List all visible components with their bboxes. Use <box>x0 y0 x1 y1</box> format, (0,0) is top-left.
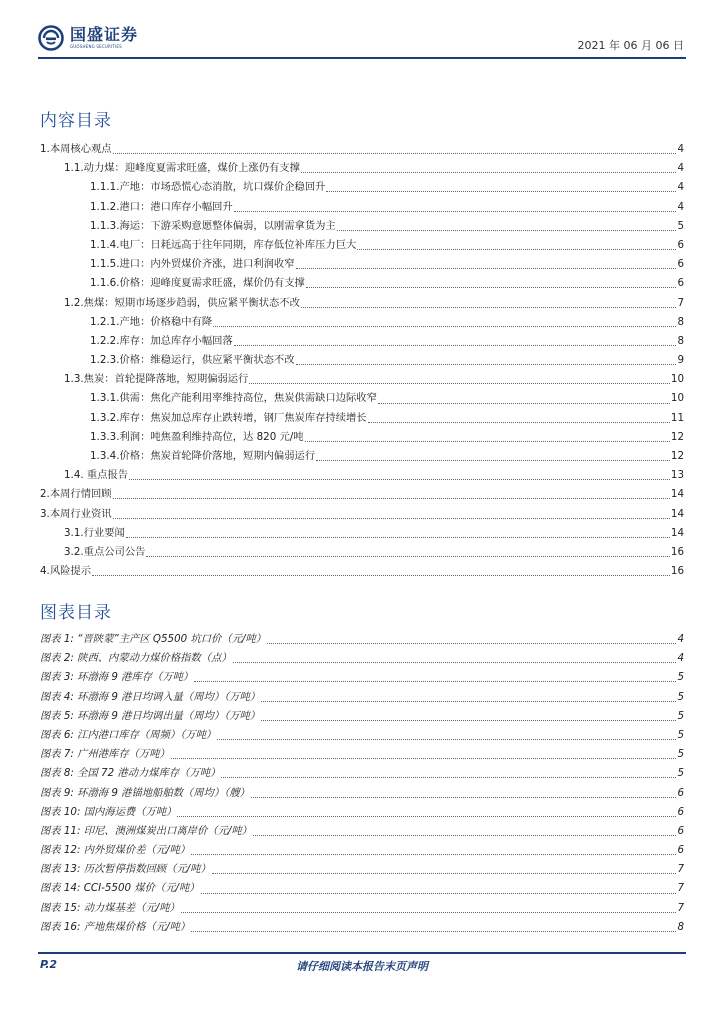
figure-entry[interactable] <box>40 707 684 726</box>
toc-entry[interactable] <box>40 351 684 370</box>
dot-leader <box>213 326 676 327</box>
toc-entry[interactable] <box>40 428 684 447</box>
figure-entry[interactable] <box>40 860 684 879</box>
toc-entry[interactable] <box>40 294 684 313</box>
figure-entry[interactable] <box>40 668 684 687</box>
figure-entry-page: 6 <box>677 844 684 857</box>
dot-leader <box>221 777 676 778</box>
dot-leader <box>301 172 677 173</box>
figure-entry-page: 5 <box>677 748 684 761</box>
toc-entry-page: 4 <box>677 162 684 175</box>
toc-entry-label: 1.3.2.库存：焦炭加总库存止跌转增，钢厂焦炭库存持续增长 <box>90 411 367 424</box>
toc-entry-page: 10 <box>670 392 684 405</box>
toc-entry[interactable] <box>40 409 684 428</box>
page-header <box>0 0 724 62</box>
footer-divider <box>38 952 686 954</box>
figure-entry[interactable] <box>40 822 684 841</box>
figure-entry-label: 图表 12: 内外贸煤价差（元/吨） <box>40 844 191 857</box>
list-of-figures <box>40 630 684 937</box>
page-number: P.2 <box>40 958 58 971</box>
dot-leader <box>296 364 677 365</box>
figure-entry-page: 5 <box>677 690 684 703</box>
figure-entry[interactable] <box>40 899 684 918</box>
toc-entry-label: 1.3.焦炭：首轮提降落地，短期偏弱运行 <box>64 373 249 386</box>
toc-entry-page: 16 <box>670 545 684 558</box>
figure-entry-label: 图表 8: 全国 72 港动力煤库存（万吨） <box>40 767 221 780</box>
toc-entry-page: 13 <box>670 469 684 482</box>
toc-entry[interactable] <box>40 332 684 351</box>
toc-entry-page: 5 <box>677 219 684 232</box>
toc-entry[interactable] <box>40 255 684 274</box>
dot-leader <box>306 287 677 288</box>
dot-leader <box>357 249 676 250</box>
dot-leader <box>129 479 670 480</box>
dot-leader <box>251 797 677 798</box>
dot-leader <box>301 307 677 308</box>
figure-entry-label: 图表 4: 环渤海 9 港日均调入量（周均）（万吨） <box>40 690 261 703</box>
toc-entry-page: 16 <box>670 565 684 578</box>
toc-entry-page: 6 <box>677 277 684 290</box>
dot-leader <box>234 211 677 212</box>
figure-entry-label: 图表 11: 印尼、澳洲煤炭出口离岸价（元/吨） <box>40 824 252 837</box>
toc-entry-page: 8 <box>677 315 684 328</box>
dot-leader <box>267 643 676 644</box>
figure-entry[interactable] <box>40 879 684 898</box>
figure-entry-label: 图表 3: 环渤海 9 港库存（万吨） <box>40 671 194 684</box>
figure-entry-page: 8 <box>677 920 684 933</box>
toc-entry[interactable] <box>40 543 684 562</box>
dot-leader <box>113 498 670 499</box>
company-logo <box>38 24 138 52</box>
report-date: 2021 年 06 月 06 日 <box>577 39 684 52</box>
dot-leader <box>171 758 677 759</box>
dot-leader <box>177 816 676 817</box>
figure-entry-label: 图表 2: 陕西、内蒙动力煤价格指数（点） <box>40 652 232 665</box>
toc-entry[interactable] <box>40 524 684 543</box>
toc-entry-label: 1.2.2.库存：加总库存小幅回落 <box>90 334 233 347</box>
toc-entry-label: 3.2.重点公司公告 <box>64 545 146 558</box>
toc-entry-label: 1.4. 重点报告 <box>64 469 129 482</box>
figure-entry-label: 图表 6: 江内港口库存（周频）（万吨） <box>40 728 217 741</box>
figure-entry-page: 7 <box>677 882 684 895</box>
figure-entry-label: 图表 16: 产地焦煤价格（元/吨） <box>40 920 191 933</box>
guosheng-logo-icon <box>38 25 64 51</box>
dot-leader <box>233 662 677 663</box>
toc-entry-page: 12 <box>670 430 684 443</box>
dot-leader <box>378 403 670 404</box>
toc-entry-label: 1.2.1.产地：价格稳中有降 <box>90 315 213 328</box>
toc-entry[interactable] <box>40 447 684 466</box>
figure-entry-label: 图表 14: CCI-5500 煤价（元/吨） <box>40 882 200 895</box>
dot-leader <box>201 893 677 894</box>
dot-leader <box>261 701 676 702</box>
figure-entry-label: 图表 1: “晋陕蒙”主产区 Q5500 坑口价（元/吨） <box>40 633 267 645</box>
toc-entry-label: 3.本周行业资讯 <box>40 507 112 520</box>
figure-entry-page: 5 <box>677 671 684 684</box>
toc-entry-label: 1.本周核心观点 <box>40 143 112 155</box>
toc-entry-page: 14 <box>670 488 684 501</box>
figure-entry-label: 图表 15: 动力煤基差（元/吨） <box>40 901 180 914</box>
logo-chinese-name: 国盛证券 <box>70 25 139 44</box>
dot-leader <box>217 739 676 740</box>
dot-leader <box>261 720 676 721</box>
toc-entry[interactable] <box>40 466 684 485</box>
figure-entry[interactable] <box>40 745 684 764</box>
figure-entry[interactable] <box>40 841 684 860</box>
toc-entry[interactable] <box>40 274 684 293</box>
toc-entry-label: 1.1.动力煤：迎峰度夏需求旺盛，煤价上涨仍有支撑 <box>64 162 300 175</box>
toc-entry[interactable] <box>40 217 684 236</box>
toc-entry-page: 8 <box>677 334 684 347</box>
toc-entry-label: 2.本周行情回顾 <box>40 488 112 501</box>
toc-entry-label: 1.1.5.进口：内外贸煤价齐涨，进口利润收窄 <box>90 258 295 271</box>
toc-entry-label: 3.1.行业要闻 <box>64 526 125 539</box>
toc-entry-page: 4 <box>677 200 684 213</box>
dot-leader <box>191 931 676 932</box>
figure-entry[interactable] <box>40 649 684 668</box>
figure-entry-page: 6 <box>677 824 684 837</box>
figure-entry-page: 6 <box>677 786 684 799</box>
toc-entry[interactable] <box>40 198 684 217</box>
figure-list-heading: 图表目录 <box>40 603 112 623</box>
figure-entry-label: 图表 13: 历次暂停指数回顾（元/吨） <box>40 863 211 876</box>
dot-leader <box>296 268 677 269</box>
dot-leader <box>249 383 669 384</box>
toc-entry-page: 11 <box>670 411 684 424</box>
toc-entry-page: 12 <box>670 450 684 462</box>
dot-leader <box>194 681 676 682</box>
dot-leader <box>234 345 677 346</box>
table-of-contents <box>40 140 684 581</box>
figure-entry[interactable] <box>40 630 684 649</box>
toc-entry-label: 1.1.4.电厂：日耗远高于往年同期，库存低位补库压力巨大 <box>90 238 357 251</box>
toc-entry-label: 1.3.3.利润：吨焦盈利维持高位，达 820 元/吨 <box>90 430 304 443</box>
toc-entry-label: 1.1.1.产地：市场恐慌心态消散，坑口煤价企稳回升 <box>90 181 326 194</box>
disclaimer-note: 请仔细阅读本报告末页声明 <box>296 960 428 973</box>
figure-entry-label: 图表 10: 国内海运费（万吨） <box>40 805 177 818</box>
dot-leader <box>337 230 677 231</box>
dot-leader <box>368 422 670 423</box>
toc-entry-label: 4.风险提示 <box>40 565 92 578</box>
figure-entry[interactable] <box>40 726 684 745</box>
toc-entry-page: 14 <box>670 507 684 520</box>
toc-entry-page: 6 <box>677 258 684 271</box>
figure-entry-page: 5 <box>677 709 684 722</box>
figure-entry-page: 4 <box>677 652 684 665</box>
dot-leader <box>146 556 669 557</box>
toc-entry-page: 4 <box>677 181 684 194</box>
dot-leader <box>326 191 676 192</box>
figure-entry[interactable] <box>40 688 684 707</box>
toc-heading: 内容目录 <box>40 111 112 131</box>
figure-entry-label: 图表 5: 环渤海 9 港日均调出量（周均）（万吨） <box>40 709 261 722</box>
figure-entry[interactable] <box>40 784 684 803</box>
toc-entry-label: 1.3.1.供需：焦化产能利用率维持高位，焦炭供需缺口边际收窄 <box>90 392 377 405</box>
figure-entry-page: 6 <box>677 805 684 818</box>
figure-entry[interactable] <box>40 803 684 822</box>
toc-entry-page: 7 <box>677 296 684 309</box>
dot-leader <box>113 153 677 154</box>
figure-entry-label: 图表 9: 环渤海 9 港锚地船舶数（周均）（艘） <box>40 786 250 799</box>
dot-leader <box>181 912 677 913</box>
toc-entry-label: 1.1.6.价格：迎峰度夏需求旺盛，煤价仍有支撑 <box>90 277 305 290</box>
toc-entry-label: 1.1.3.海运：下游采购意愿整体偏弱，以刚需拿货为主 <box>90 219 336 232</box>
figure-entry-page: 7 <box>677 863 684 876</box>
figure-entry-label: 图表 7: 广州港库存（万吨） <box>40 748 170 761</box>
dot-leader <box>212 873 677 874</box>
toc-entry[interactable] <box>40 140 684 159</box>
toc-entry[interactable] <box>40 485 684 504</box>
toc-entry-label: 1.1.2.港口：港口库存小幅回升 <box>90 200 233 213</box>
toc-entry-page: 10 <box>670 373 684 386</box>
toc-entry-page: 9 <box>677 354 684 367</box>
dot-leader <box>113 518 670 519</box>
logo-english-name: GUOSHENG SECURITIES <box>70 44 122 49</box>
figure-entry-page: 5 <box>677 728 684 741</box>
toc-entry[interactable] <box>40 370 684 389</box>
toc-entry-label: 1.3.4.价格：焦炭首轮降价落地，短期内偏弱运行 <box>90 450 316 462</box>
dot-leader <box>92 575 670 576</box>
figure-entry-page: 5 <box>677 767 684 780</box>
toc-entry-label: 1.2.焦煤：短期市场逐步趋弱，供应紧平衡状态不改 <box>64 296 300 309</box>
figure-entry-page: 7 <box>677 901 684 914</box>
toc-entry-label: 1.2.3.价格：维稳运行，供应紧平衡状态不改 <box>90 354 295 367</box>
dot-leader <box>316 460 670 461</box>
figure-entry-page: 4 <box>677 633 684 645</box>
header-divider <box>38 57 686 59</box>
dot-leader <box>191 854 676 855</box>
dot-leader <box>253 835 677 836</box>
figure-entry[interactable] <box>40 764 684 783</box>
figure-entry[interactable] <box>40 918 684 937</box>
toc-entry[interactable] <box>40 178 684 197</box>
toc-entry-page: 6 <box>677 238 684 251</box>
toc-entry[interactable] <box>40 159 684 178</box>
toc-entry[interactable] <box>40 313 684 332</box>
toc-entry[interactable] <box>40 505 684 524</box>
toc-entry[interactable] <box>40 389 684 408</box>
dot-leader <box>305 441 670 442</box>
toc-entry-page: 4 <box>677 143 684 155</box>
toc-entry-page: 14 <box>670 526 684 539</box>
dot-leader <box>126 537 670 538</box>
toc-entry[interactable] <box>40 562 684 581</box>
toc-entry[interactable] <box>40 236 684 255</box>
